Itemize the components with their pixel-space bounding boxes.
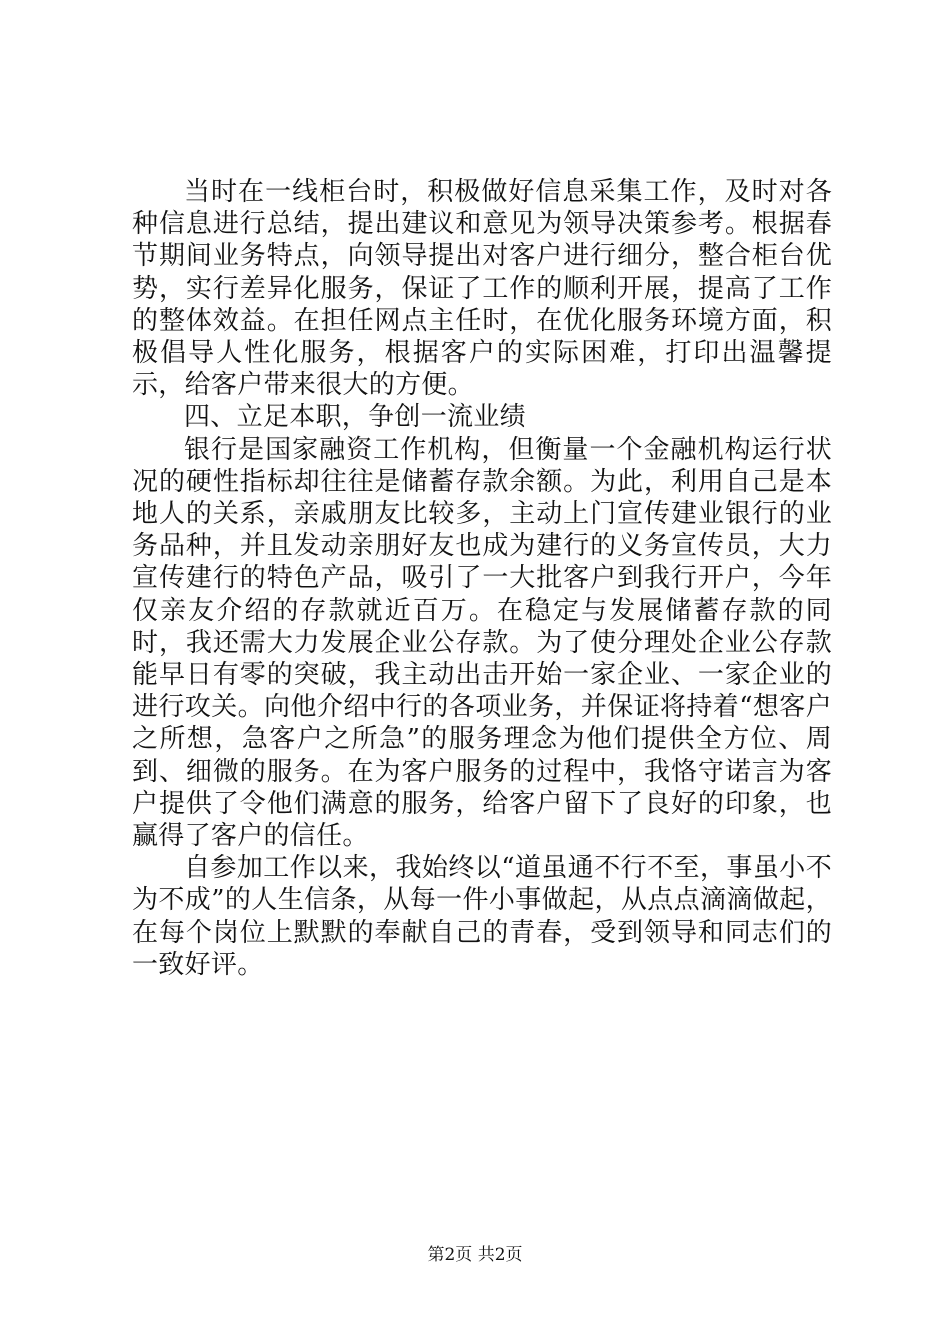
paragraph-deposits: 银行是国家融资工作机构，但衡量一个金融机构运行状况的硬性指标却往往是储蓄存款余额。为此，利用自己是本地人的关系，亲戚朋友比较多，主动上门宣传建业银行的业务品种，并且发动亲朋好友也成为建行的义务宣传员，大力宣传建行的特色产品，吸引了一大批客户到我行开户，今年仅亲友介绍的存款就近百万。在稳定与发展储蓄存款的同时，我还需大力发展企业公存款。为了使分理处企业公存款能早日有零的突破，我主动出击开始一家企业、一家企业的进行攻关。向他介绍中行的各项业务，并保证将持着“想客户之所想，急客户之所急”的服务理念为他们提供全方位、周到、细微的服务。在为客户服务的过程中，我恪守诺言为客户提供了令他们满意的服务，给客户留下了良好的印象，也赢得了客户的信任。 [132, 434, 832, 852]
page-number-footer: 第2页 共2页 [427, 1245, 523, 1265]
paragraph-conclusion: 自参加工作以来，我始终以“道虽通不行不至，事虽小不为不成”的人生信条，从每一件小事做起，从点点滴滴做起，在每个岗位上默默的奉献自己的青春，受到领导和同志们的一致好评。 [132, 853, 832, 980]
document-body [132, 176, 832, 981]
section-heading: 四、立足本职，争创一流业绩 [184, 402, 526, 433]
paragraph-service: 当时在一线柜台时，积极做好信息采集工作，及时对各种信息进行总结，提出建议和意见为领导决策参考。根据春节期间业务特点，向领导提出对客户进行细分，整合柜台优势，实行差异化服务，保证了工作的顺利开展，提高了工作的整体效益。在担任网点主任时，在优化服务环境方面，积极倡导人性化服务，根据客户的实际困难，打印出温馨提示，给客户带来很大的方便。 [132, 177, 832, 401]
